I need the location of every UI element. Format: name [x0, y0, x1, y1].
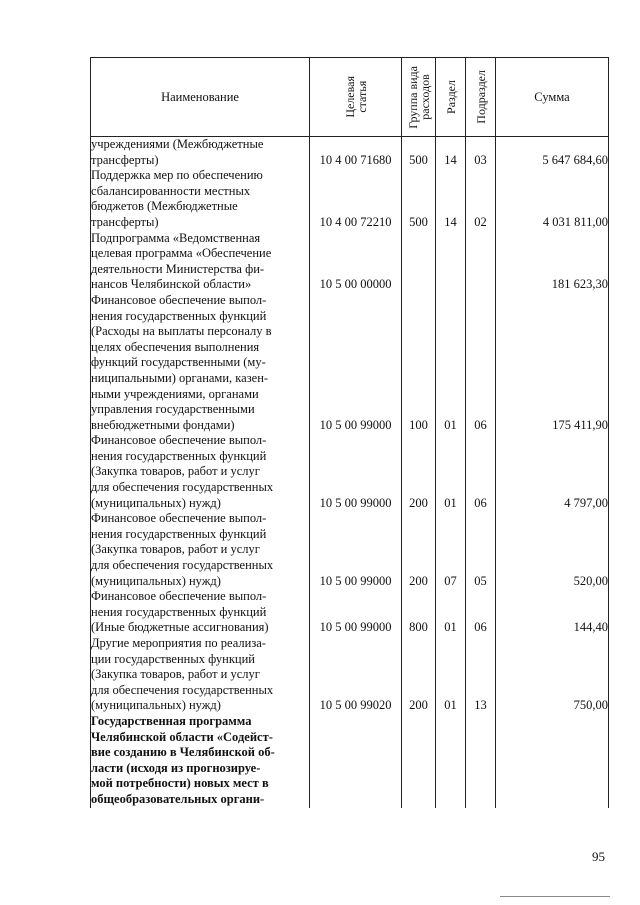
row-target-article: 10 4 00 71680: [310, 137, 402, 169]
row-name-line: (Закупка товаров, работ и услуг: [91, 464, 260, 479]
table-row: [91, 511, 609, 589]
row-name: [91, 231, 310, 293]
row-name: [91, 293, 310, 433]
row-name-line: Подпрограмма «Ведомственная: [91, 230, 261, 245]
row-name-line: общеобразовательных органи-: [91, 791, 265, 806]
row-section: 01: [436, 589, 466, 636]
row-name-line: управления государственными: [91, 402, 255, 417]
row-name-line: (муниципальных) нужд): [91, 495, 221, 510]
row-expense-group: 100: [402, 293, 436, 433]
row-section: [436, 714, 466, 808]
header-sum: Сумма: [496, 58, 609, 137]
row-name-line: для обеспечения государственных: [91, 682, 274, 697]
row-expense-group: 200: [402, 636, 436, 714]
row-expense-group: 500: [402, 168, 436, 230]
row-name-line: (Расходы на выплаты персоналу в: [91, 324, 272, 339]
row-target-article: 10 5 00 99000: [310, 293, 402, 433]
row-name-line: учреждениями (Межбюджетные: [91, 137, 264, 151]
row-target-article: 10 5 00 99000: [310, 589, 402, 636]
row-name-line: (Закупка товаров, работ и услуг: [91, 542, 260, 557]
row-expense-group: 500: [402, 137, 436, 169]
table-row: [91, 168, 609, 230]
row-sum: 750,00: [496, 636, 609, 714]
row-name-line: нения государственных функций: [91, 526, 267, 541]
row-name-line: для обеспечения государственных: [91, 480, 274, 495]
row-sum: 4 797,00: [496, 433, 609, 511]
row-name: [91, 589, 310, 636]
row-section: 01: [436, 636, 466, 714]
row-name-line: Финансовое обеспечение выпол-: [91, 433, 267, 448]
footer-rule: [500, 896, 610, 897]
row-sum: 175 411,90: [496, 293, 609, 433]
row-name-line: (Иные бюджетные ассигнования): [91, 620, 269, 635]
row-name-line: бюджетов (Межбюджетные: [91, 199, 238, 214]
row-subsection: 06: [466, 433, 496, 511]
row-name-line: Челябинской области «Содейст-: [91, 729, 273, 744]
table-header-row: [91, 58, 609, 137]
table-row: [91, 293, 609, 433]
row-name-line: функций государственными (му-: [91, 355, 266, 370]
header-section: Раздел: [436, 58, 466, 137]
row-name: [91, 511, 310, 589]
table-row: [91, 636, 609, 714]
row-sum: [496, 714, 609, 808]
row-name-line: трансферты): [91, 214, 159, 229]
row-name: [91, 636, 310, 714]
row-name-line: (муниципальных) нужд): [91, 573, 221, 588]
row-name-line: (муниципальных) нужд): [91, 698, 221, 713]
row-expense-group: [402, 231, 436, 293]
row-name-line: ции государственных функций: [91, 651, 255, 666]
header-target-article: Целевая статья: [310, 58, 402, 137]
row-name-line: целевая программа «Обеспечение: [91, 246, 272, 261]
table-row: [91, 589, 609, 636]
table-row: [91, 231, 609, 293]
row-name-line: Поддержка мер по обеспечению: [91, 168, 263, 183]
row-name-line: для обеспечения государственных: [91, 558, 274, 573]
row-name-line: нения государственных функций: [91, 308, 267, 323]
row-name-line: деятельности Министерства фи-: [91, 261, 265, 276]
row-name-line: Финансовое обеспечение выпол-: [91, 589, 267, 604]
row-name-line: вие созданию в Челябинской об-: [91, 745, 275, 760]
row-subsection: 03: [466, 137, 496, 169]
row-name-line: мой потребности) новых мест в: [91, 776, 269, 791]
header-name: Наименование: [91, 58, 310, 137]
row-section: [436, 231, 466, 293]
row-target-article: 10 5 00 99000: [310, 511, 402, 589]
row-section: 14: [436, 137, 466, 169]
row-sum: 144,40: [496, 589, 609, 636]
header-expense-group: Группа вида расходов: [402, 58, 436, 137]
row-target-article: 10 5 00 99020: [310, 636, 402, 714]
row-name-line: Финансовое обеспечение выпол-: [91, 511, 267, 526]
row-subsection: 06: [466, 293, 496, 433]
row-expense-group: 200: [402, 511, 436, 589]
table-row: [91, 433, 609, 511]
row-name-line: целях обеспечения выполнения: [91, 339, 260, 354]
row-name-line: нансов Челябинской области»: [91, 277, 252, 292]
row-expense-group: 800: [402, 589, 436, 636]
row-section: 01: [436, 293, 466, 433]
row-subsection: 13: [466, 636, 496, 714]
budget-table: [90, 57, 609, 808]
row-name: [91, 433, 310, 511]
row-subsection: 06: [466, 589, 496, 636]
row-name-line: нения государственных функций: [91, 448, 267, 463]
row-name: [91, 714, 310, 808]
row-name-line: сбалансированности местных: [91, 183, 251, 198]
header-subsection: Подраздел: [466, 58, 496, 137]
row-name-line: (Закупка товаров, работ и услуг: [91, 667, 260, 682]
row-target-article: [310, 714, 402, 808]
row-name-line: трансферты): [91, 152, 159, 167]
table-row: [91, 714, 609, 808]
row-name-line: ными учреждениями, органами: [91, 386, 259, 401]
row-expense-group: 200: [402, 433, 436, 511]
row-name-line: Другие мероприятия по реализа-: [91, 636, 266, 650]
row-name: [91, 137, 310, 169]
row-name-line: нения государственных функций: [91, 604, 267, 619]
row-section: 01: [436, 433, 466, 511]
row-name-line: ласти (исходя из прогнозируе-: [91, 760, 261, 775]
row-sum: 4 031 811,00: [496, 168, 609, 230]
row-sum: 520,00: [496, 511, 609, 589]
row-target-article: 10 5 00 99000: [310, 433, 402, 511]
row-name: [91, 168, 310, 230]
row-subsection: [466, 714, 496, 808]
row-name-line: Финансовое обеспечение выпол-: [91, 292, 267, 307]
row-expense-group: [402, 714, 436, 808]
page-number: 95: [592, 849, 605, 864]
row-subsection: 05: [466, 511, 496, 589]
row-subsection: [466, 231, 496, 293]
row-sum: 181 623,30: [496, 231, 609, 293]
row-section: 07: [436, 511, 466, 589]
row-sum: 5 647 684,60: [496, 137, 609, 169]
table-row: [91, 137, 609, 169]
row-name-line: ниципальными) органами, казен-: [91, 370, 269, 385]
row-subsection: 02: [466, 168, 496, 230]
row-name-line: внебюджетными фондами): [91, 417, 235, 432]
row-target-article: 10 5 00 00000: [310, 231, 402, 293]
row-section: 14: [436, 168, 466, 230]
row-name-line: Государственная программа: [91, 713, 252, 728]
row-target-article: 10 4 00 72210: [310, 168, 402, 230]
